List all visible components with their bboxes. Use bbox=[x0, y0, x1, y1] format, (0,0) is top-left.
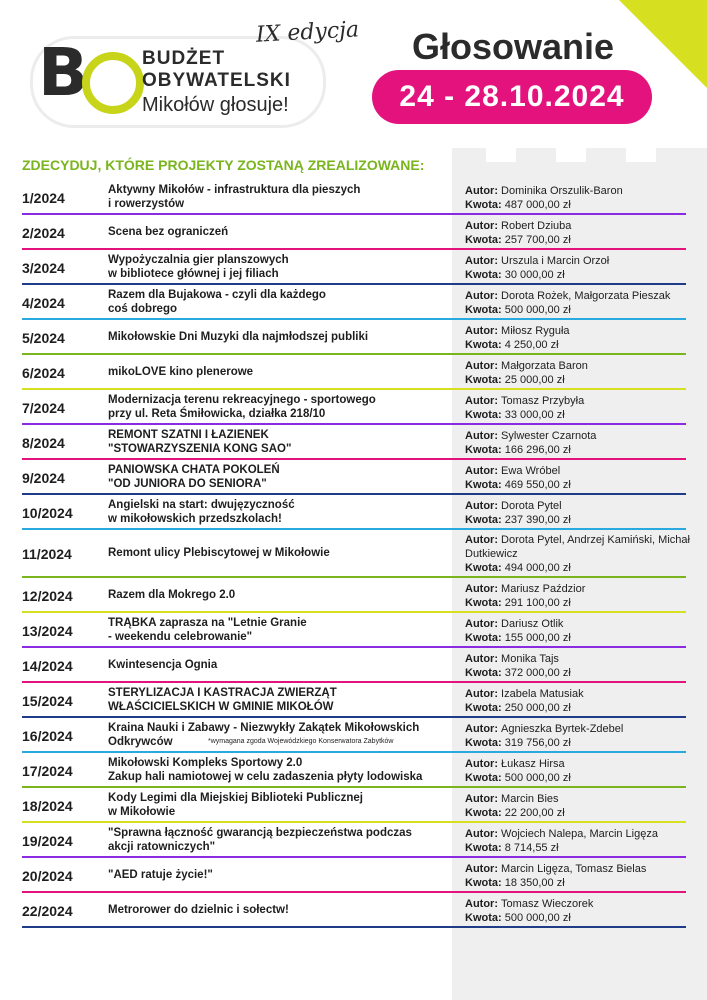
amount-value: 257 700,00 zł bbox=[504, 233, 571, 246]
project-title bbox=[108, 250, 453, 285]
project-row bbox=[0, 648, 707, 683]
project-author bbox=[465, 582, 705, 596]
author-value: Monika Tajs bbox=[501, 652, 559, 665]
project-author-block bbox=[465, 788, 705, 823]
project-title-line: STERYLIZACJA I KASTRACJA ZWIERZĄT bbox=[108, 687, 337, 699]
project-title bbox=[108, 180, 453, 215]
author-value: Małgorzata Baron bbox=[501, 359, 588, 372]
project-author-block bbox=[465, 893, 705, 928]
amount-value: 250 000,00 zł bbox=[504, 701, 571, 714]
amount-label: Kwota: bbox=[465, 771, 505, 784]
project-author bbox=[465, 862, 705, 876]
project-title-line: Metrorower do dzielnic i sołectw! bbox=[108, 903, 289, 916]
project-row bbox=[0, 495, 707, 530]
amount-value: 487 000,00 zł bbox=[504, 198, 571, 211]
author-label: Autor: bbox=[465, 582, 502, 595]
project-number: 14/2024 bbox=[22, 657, 73, 674]
author-value: Ewa Wróbel bbox=[501, 464, 561, 477]
amount-label: Kwota: bbox=[465, 701, 505, 714]
project-row bbox=[0, 285, 707, 320]
amount-value: 291 100,00 zł bbox=[504, 596, 571, 609]
amount-label: Kwota: bbox=[465, 736, 505, 749]
project-amount bbox=[465, 268, 705, 282]
edition-label: IX edycja bbox=[255, 17, 360, 48]
amount-label: Kwota: bbox=[465, 478, 505, 491]
project-amount bbox=[465, 373, 705, 387]
author-label: Autor: bbox=[465, 219, 502, 232]
amount-value: 33 000,00 zł bbox=[504, 408, 565, 421]
amount-value: 22 200,00 zł bbox=[504, 806, 565, 819]
author-value: Łukasz Hirsa bbox=[501, 757, 565, 770]
voting-title: Głosowanie bbox=[412, 26, 615, 67]
project-author bbox=[465, 254, 705, 268]
project-title-line: Kraina Nauki i Zabawy - Niezwykły Zakątek Mikołowskich bbox=[108, 722, 420, 734]
author-label: Autor: bbox=[465, 827, 502, 840]
project-title bbox=[108, 858, 453, 893]
project-title bbox=[108, 753, 453, 788]
project-row bbox=[0, 460, 707, 495]
author-label: Autor: bbox=[465, 897, 502, 910]
project-author-block bbox=[465, 648, 705, 683]
amount-value: 8 714,55 zł bbox=[504, 841, 559, 854]
project-title bbox=[108, 320, 453, 355]
author-label: Autor: bbox=[465, 359, 502, 372]
amount-value: 500 000,00 zł bbox=[504, 303, 571, 316]
project-amount bbox=[465, 233, 705, 247]
project-title-line: Modernizacja terenu rekreacyjnego - sportowego bbox=[108, 394, 376, 406]
project-title-line: przy ul. Reta Śmiłowicka, działka 218/10 bbox=[108, 407, 326, 420]
amount-label: Kwota: bbox=[465, 303, 505, 316]
project-row bbox=[0, 355, 707, 390]
project-title bbox=[108, 215, 453, 250]
project-title bbox=[108, 823, 453, 858]
project-author-block bbox=[465, 425, 705, 460]
project-number: 9/2024 bbox=[22, 469, 65, 486]
project-amount bbox=[465, 443, 705, 457]
project-row bbox=[0, 578, 707, 613]
author-value: Dariusz Otlik bbox=[501, 617, 564, 630]
project-author-block bbox=[465, 320, 705, 355]
amount-value: 469 550,00 zł bbox=[504, 478, 571, 491]
project-row bbox=[0, 390, 707, 425]
project-amount bbox=[465, 631, 705, 645]
author-value: Dorota Pytel, Andrzej Kamiński, Michał Dutkiewicz bbox=[465, 534, 690, 560]
project-author-block bbox=[465, 578, 705, 613]
amount-value: 18 350,00 zł bbox=[504, 876, 565, 889]
amount-label: Kwota: bbox=[465, 408, 505, 421]
project-author bbox=[465, 394, 705, 408]
author-label: Autor: bbox=[465, 617, 502, 630]
project-author bbox=[465, 324, 705, 338]
project-title-line: - weekendu celebrowanie" bbox=[108, 630, 253, 643]
logo-line-1: BUDŻET bbox=[142, 48, 226, 69]
author-label: Autor: bbox=[465, 184, 502, 197]
row-divider bbox=[22, 926, 686, 928]
project-title-line: Angielski na start: dwujęzyczność bbox=[108, 499, 295, 511]
amount-label: Kwota: bbox=[465, 562, 505, 574]
project-author bbox=[465, 359, 705, 373]
logo-o-ring bbox=[82, 52, 144, 114]
project-author-block bbox=[465, 530, 705, 578]
author-label: Autor: bbox=[465, 394, 502, 407]
project-list bbox=[0, 180, 707, 928]
project-title-line: Kody Legimi dla Miejskiej Biblioteki Publicznej bbox=[108, 792, 363, 804]
project-number: 1/2024 bbox=[22, 189, 65, 206]
amount-label: Kwota: bbox=[465, 233, 505, 246]
amount-value: 372 000,00 zł bbox=[504, 666, 571, 679]
project-author bbox=[465, 792, 705, 806]
amount-value: 25 000,00 zł bbox=[504, 373, 565, 386]
author-value: Miłosz Ryguła bbox=[501, 324, 570, 337]
project-author-block bbox=[465, 460, 705, 495]
project-title bbox=[108, 530, 453, 578]
amount-label: Kwota: bbox=[465, 631, 505, 644]
author-label: Autor: bbox=[465, 862, 502, 875]
project-title bbox=[108, 495, 453, 530]
project-author-block bbox=[465, 285, 705, 320]
project-title-line: Kwintesencja Ognia bbox=[108, 658, 218, 671]
project-amount bbox=[465, 701, 705, 715]
amount-label: Kwota: bbox=[465, 806, 505, 819]
logo-b-letter: B bbox=[38, 34, 87, 111]
author-label: Autor: bbox=[465, 324, 502, 337]
project-number: 16/2024 bbox=[22, 727, 73, 744]
project-title bbox=[108, 578, 453, 613]
amount-value: 237 390,00 zł bbox=[504, 513, 571, 526]
project-amount bbox=[465, 338, 705, 352]
project-title-line: Mikołowskie Dni Muzyki dla najmłodszej publiki bbox=[108, 330, 369, 343]
project-title-line: WŁAŚCICIELSKICH W GMINIE MIKOŁÓW bbox=[108, 700, 334, 713]
project-row bbox=[0, 893, 707, 928]
amount-label: Kwota: bbox=[465, 876, 505, 889]
amount-value: 155 000,00 zł bbox=[504, 631, 571, 644]
author-value: Robert Dziuba bbox=[501, 219, 572, 232]
project-row bbox=[0, 425, 707, 460]
project-title-line: w mikołowskich przedszkolach! bbox=[108, 512, 282, 525]
project-title-line: w bibliotece głównej i jej filiach bbox=[108, 267, 279, 280]
project-amount bbox=[465, 303, 705, 317]
project-title-line: "AED ratuje życie!" bbox=[108, 868, 213, 881]
project-amount bbox=[465, 876, 705, 890]
author-value: Marcin Ligęza, Tomasz Bielas bbox=[501, 862, 647, 875]
project-title bbox=[108, 460, 453, 495]
project-number: 7/2024 bbox=[22, 399, 65, 416]
project-number: 20/2024 bbox=[22, 867, 73, 884]
amount-value: 166 296,00 zł bbox=[504, 443, 571, 456]
amount-label: Kwota: bbox=[465, 666, 505, 679]
author-label: Autor: bbox=[465, 652, 502, 665]
project-author bbox=[465, 827, 705, 841]
project-author bbox=[465, 499, 705, 513]
author-value: Dominika Orszulik-Baron bbox=[501, 184, 623, 197]
tower-merlon bbox=[626, 148, 656, 162]
project-title-line: TRĄBKA zaprasza na "Letnie Granie bbox=[108, 617, 307, 629]
tower-merlon bbox=[486, 148, 516, 162]
project-title-line: "OD JUNIORA DO SENIORA" bbox=[108, 477, 267, 490]
amount-label: Kwota: bbox=[465, 338, 505, 351]
project-author-block bbox=[465, 753, 705, 788]
project-row bbox=[0, 180, 707, 215]
author-value: Agnieszka Byrtek-Zdebel bbox=[501, 722, 624, 735]
project-title bbox=[108, 285, 453, 320]
author-label: Autor: bbox=[465, 722, 502, 735]
project-title-line: Razem dla Bujakowa - czyli dla każdego bbox=[108, 289, 326, 301]
project-title-line: akcji ratowniczych" bbox=[108, 840, 216, 853]
project-row bbox=[0, 753, 707, 788]
project-number: 22/2024 bbox=[22, 902, 73, 919]
project-row bbox=[0, 858, 707, 893]
project-number: 19/2024 bbox=[22, 832, 73, 849]
project-row bbox=[0, 613, 707, 648]
author-label: Autor: bbox=[465, 499, 502, 512]
project-amount bbox=[465, 666, 705, 680]
project-number: 6/2024 bbox=[22, 364, 65, 381]
project-title-line: "Sprawna łączność gwarancją bezpieczeństwa podczas bbox=[108, 827, 412, 839]
project-title-line: Aktywny Mikołów - infrastruktura dla pieszych bbox=[108, 184, 361, 196]
project-title bbox=[108, 648, 453, 683]
project-number: 17/2024 bbox=[22, 762, 73, 779]
project-author-block bbox=[465, 250, 705, 285]
author-label: Autor: bbox=[465, 464, 502, 477]
amount-label: Kwota: bbox=[465, 911, 505, 924]
project-note: *wymagana zgoda Wojewódzkiego Konserwatora Zabytków bbox=[208, 737, 394, 745]
project-title-line: PANIOWSKA CHATA POKOLEŃ bbox=[108, 464, 280, 476]
author-value: Dorota Pytel bbox=[501, 499, 562, 512]
project-author bbox=[465, 219, 705, 233]
author-value: Wojciech Nalepa, Marcin Ligęza bbox=[501, 827, 658, 840]
project-title-line: coś dobrego bbox=[108, 302, 178, 315]
project-title bbox=[108, 683, 453, 718]
author-value: Tomasz Przybyła bbox=[501, 394, 585, 407]
project-title bbox=[108, 355, 453, 390]
project-title-line: Mikołowski Kompleks Sportowy 2.0 bbox=[108, 757, 303, 769]
amount-label: Kwota: bbox=[465, 513, 505, 526]
project-title bbox=[108, 425, 453, 460]
section-title: ZDECYDUJ, KTÓRE PROJEKTY ZOSTANĄ ZREALIZOWANE: bbox=[22, 157, 425, 173]
project-author-block bbox=[465, 683, 705, 718]
author-value: Sylwester Czarnota bbox=[501, 429, 597, 442]
project-number: 5/2024 bbox=[22, 329, 65, 346]
voting-dates: 24 - 28.10.2024 bbox=[372, 70, 652, 124]
project-number: 11/2024 bbox=[22, 546, 72, 562]
project-amount bbox=[465, 806, 705, 820]
project-title bbox=[108, 893, 453, 928]
author-value: Izabela Matusiak bbox=[501, 687, 584, 700]
amount-value: 494 000,00 zł bbox=[504, 562, 571, 574]
author-value: Tomasz Wieczorek bbox=[501, 897, 594, 910]
project-number: 13/2024 bbox=[22, 622, 73, 639]
project-title-line: w Mikołowie bbox=[108, 805, 176, 818]
amount-value: 500 000,00 zł bbox=[504, 911, 571, 924]
project-number: 4/2024 bbox=[22, 294, 65, 311]
project-row bbox=[0, 823, 707, 858]
project-author bbox=[465, 687, 705, 701]
author-label: Autor: bbox=[465, 289, 502, 302]
amount-label: Kwota: bbox=[465, 373, 505, 386]
project-number: 15/2024 bbox=[22, 692, 73, 709]
project-number: 8/2024 bbox=[22, 434, 65, 451]
author-label: Autor: bbox=[465, 534, 502, 546]
project-row bbox=[0, 215, 707, 250]
tower-merlon bbox=[556, 148, 586, 162]
project-title-line: Scena bez ograniczeń bbox=[108, 225, 229, 238]
amount-label: Kwota: bbox=[465, 268, 505, 281]
project-row bbox=[0, 788, 707, 823]
project-amount bbox=[465, 513, 705, 527]
author-value: Marcin Bies bbox=[501, 792, 559, 805]
project-author bbox=[465, 533, 705, 561]
project-author-block bbox=[465, 858, 705, 893]
amount-label: Kwota: bbox=[465, 596, 505, 609]
project-author-block bbox=[465, 180, 705, 215]
project-author bbox=[465, 617, 705, 631]
project-author bbox=[465, 897, 705, 911]
project-row bbox=[0, 718, 707, 753]
project-title-line: "STOWARZYSZENIA KONG SAO" bbox=[108, 442, 292, 455]
project-title-line: Wypożyczalnia gier planszowych bbox=[108, 254, 289, 266]
project-number: 10/2024 bbox=[22, 504, 73, 521]
project-title-line: REMONT SZATNI I ŁAZIENEK bbox=[108, 429, 269, 441]
amount-label: Kwota: bbox=[465, 841, 505, 854]
author-label: Autor: bbox=[465, 792, 502, 805]
project-title-line: Zakup hali namiotowej w celu zadaszenia płyty lodowiska bbox=[108, 770, 423, 783]
project-author bbox=[465, 429, 705, 443]
logo-line-2: OBYWATELSKI bbox=[142, 70, 291, 91]
project-title-line: i rowerzystów bbox=[108, 197, 185, 210]
project-title bbox=[108, 390, 453, 425]
project-row bbox=[0, 250, 707, 285]
author-label: Autor: bbox=[465, 429, 502, 442]
author-value: Urszula i Marcin Orzoł bbox=[501, 254, 610, 267]
project-author bbox=[465, 652, 705, 666]
project-author-block bbox=[465, 215, 705, 250]
project-author bbox=[465, 184, 705, 198]
project-number: 2/2024 bbox=[22, 224, 65, 241]
project-title-line: mikoLOVE kino plenerowe bbox=[108, 365, 254, 378]
amount-value: 4 250,00 zł bbox=[504, 338, 559, 351]
project-amount bbox=[465, 478, 705, 492]
logo-slogan: Mikołów głosuje! bbox=[142, 94, 289, 116]
project-amount bbox=[465, 841, 705, 855]
project-author bbox=[465, 722, 705, 736]
project-author-block bbox=[465, 355, 705, 390]
project-amount bbox=[465, 198, 705, 212]
author-label: Autor: bbox=[465, 254, 502, 267]
project-amount bbox=[465, 911, 705, 925]
amount-value: 319 756,00 zł bbox=[504, 736, 571, 749]
author-label: Autor: bbox=[465, 757, 502, 770]
project-number: 18/2024 bbox=[22, 797, 73, 814]
project-author-block bbox=[465, 718, 705, 753]
amount-value: 500 000,00 zł bbox=[504, 771, 571, 784]
amount-label: Kwota: bbox=[465, 443, 505, 456]
project-amount bbox=[465, 408, 705, 422]
project-author-block bbox=[465, 613, 705, 648]
project-author bbox=[465, 464, 705, 478]
project-author-block bbox=[465, 390, 705, 425]
project-title bbox=[108, 613, 453, 648]
project-row bbox=[0, 530, 707, 578]
project-amount bbox=[465, 736, 705, 750]
project-title-line: Remont ulicy Plebiscytowej w Mikołowie bbox=[108, 547, 330, 560]
amount-label: Kwota: bbox=[465, 198, 505, 211]
project-author bbox=[465, 757, 705, 771]
project-author bbox=[465, 289, 705, 303]
project-author-block bbox=[465, 823, 705, 858]
project-title bbox=[108, 718, 453, 753]
project-title-line: Razem dla Mokrego 2.0 bbox=[108, 588, 236, 601]
project-title-line: Odkrywców bbox=[108, 735, 173, 748]
project-row bbox=[0, 320, 707, 355]
project-amount bbox=[465, 561, 705, 575]
project-number: 3/2024 bbox=[22, 259, 65, 276]
amount-value: 30 000,00 zł bbox=[504, 268, 565, 281]
project-row bbox=[0, 683, 707, 718]
author-label: Autor: bbox=[465, 687, 502, 700]
author-value: Mariusz Paździor bbox=[501, 582, 586, 595]
project-number: 12/2024 bbox=[22, 587, 73, 604]
author-value: Dorota Rożek, Małgorzata Pieszak bbox=[501, 289, 671, 302]
project-title bbox=[108, 788, 453, 823]
project-amount bbox=[465, 596, 705, 610]
project-amount bbox=[465, 771, 705, 785]
project-author-block bbox=[465, 495, 705, 530]
